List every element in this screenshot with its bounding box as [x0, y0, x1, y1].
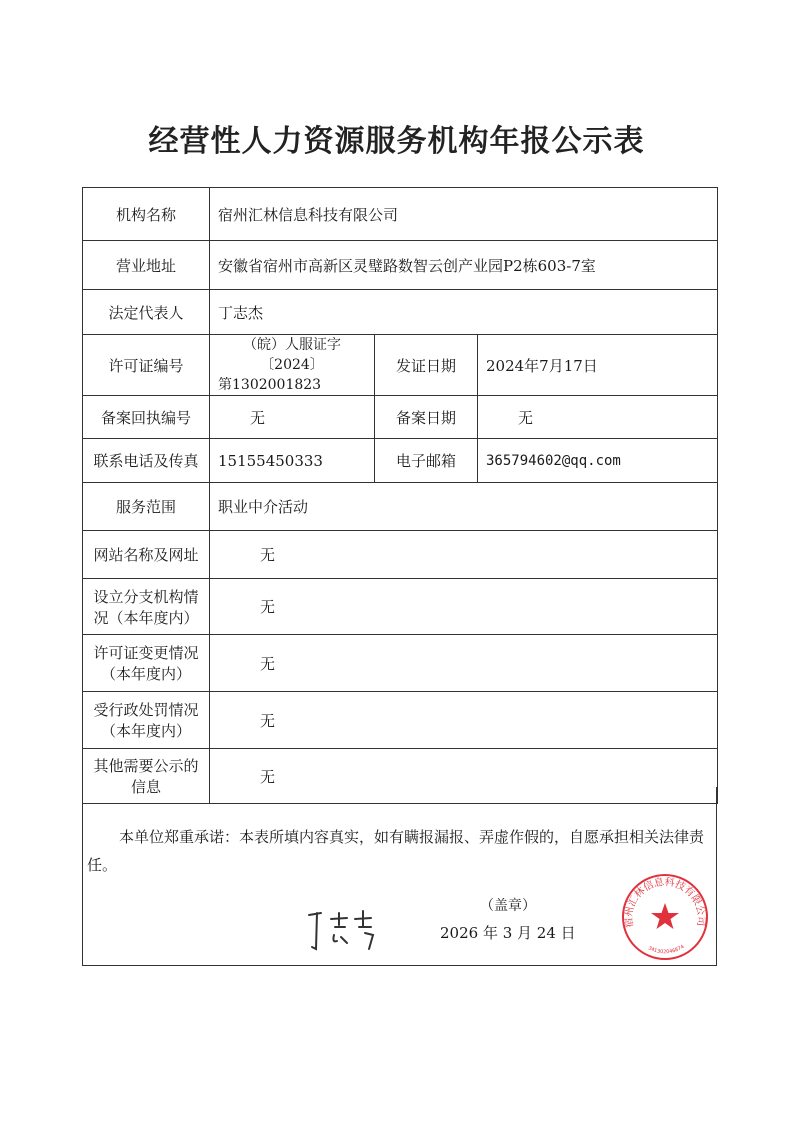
value-legal-rep: 丁志杰 [210, 290, 718, 335]
table-row [83, 531, 718, 579]
sign-date: 2026 年 3 月 24 日 [440, 924, 576, 942]
value-filing-no: 无 [210, 396, 375, 439]
label-penalty: 受行政处罚情况 （本年度内） [83, 692, 210, 749]
seal-label: （盖章） [480, 898, 536, 914]
license-line2: 第1302001823 [218, 377, 322, 393]
label-website: 网站名称及网址 [83, 531, 210, 579]
label-scope: 服务范围 [83, 483, 210, 531]
label-branches: 设立分支机构情 况（本年度内） [83, 579, 210, 635]
table-row [83, 483, 718, 531]
seal-code: 341302046874 [646, 944, 686, 956]
report-table [82, 187, 718, 804]
table-row [83, 188, 718, 241]
signature [305, 905, 395, 955]
table-row [83, 692, 718, 749]
seal-text: 宿州汇林信息科技有限公司 [623, 876, 707, 929]
label-license-no: 许可证编号 [83, 335, 210, 396]
table-row [83, 396, 718, 439]
table-row [83, 579, 718, 635]
table-row [83, 635, 718, 692]
value-address: 安徽省宿州市高新区灵璧路数智云创产业园P2栋603-7室 [210, 241, 718, 290]
value-website: 无 [210, 531, 718, 579]
value-branches: 无 [210, 579, 718, 635]
commitment-text: 本单位郑重承诺：本表所填内容真实，如有瞒报漏报、弄虚作假的，自愿承担相关法律责任。 [87, 828, 705, 874]
label-org-name: 机构名称 [83, 188, 210, 241]
label-email: 电子邮箱 [375, 439, 478, 483]
table-row [83, 439, 718, 483]
table-row [83, 241, 718, 290]
seal-star-icon [651, 903, 679, 929]
value-org-name: 宿州汇林信息科技有限公司 [210, 188, 718, 241]
page-title: 经营性人力资源服务机构年报公示表 [148, 124, 645, 159]
table-row [83, 335, 718, 396]
label-filing-no: 备案回执编号 [83, 396, 210, 439]
label-license-change: 许可证变更情况 （本年度内） [83, 635, 210, 692]
label-issue-date: 发证日期 [375, 335, 478, 396]
value-other: 无 [210, 749, 718, 804]
value-license-no [210, 335, 375, 396]
label-address: 营业地址 [83, 241, 210, 290]
label-filing-date: 备案日期 [375, 396, 478, 439]
company-seal [620, 872, 710, 962]
license-line1: （皖）人服证字〔2024〕 [243, 337, 341, 373]
label-legal-rep: 法定代表人 [83, 290, 210, 335]
label-contact: 联系电话及传真 [83, 439, 210, 483]
table-row [83, 290, 718, 335]
value-email: 365794602@qq.com [478, 439, 718, 483]
value-contact: 15155450333 [210, 439, 375, 483]
value-license-change: 无 [210, 635, 718, 692]
value-scope: 职业中介活动 [210, 483, 718, 531]
label-other: 其他需要公示的 信息 [83, 749, 210, 804]
value-filing-date: 无 [478, 396, 718, 439]
value-issue-date: 2024年7月17日 [478, 335, 718, 396]
value-penalty: 无 [210, 692, 718, 749]
